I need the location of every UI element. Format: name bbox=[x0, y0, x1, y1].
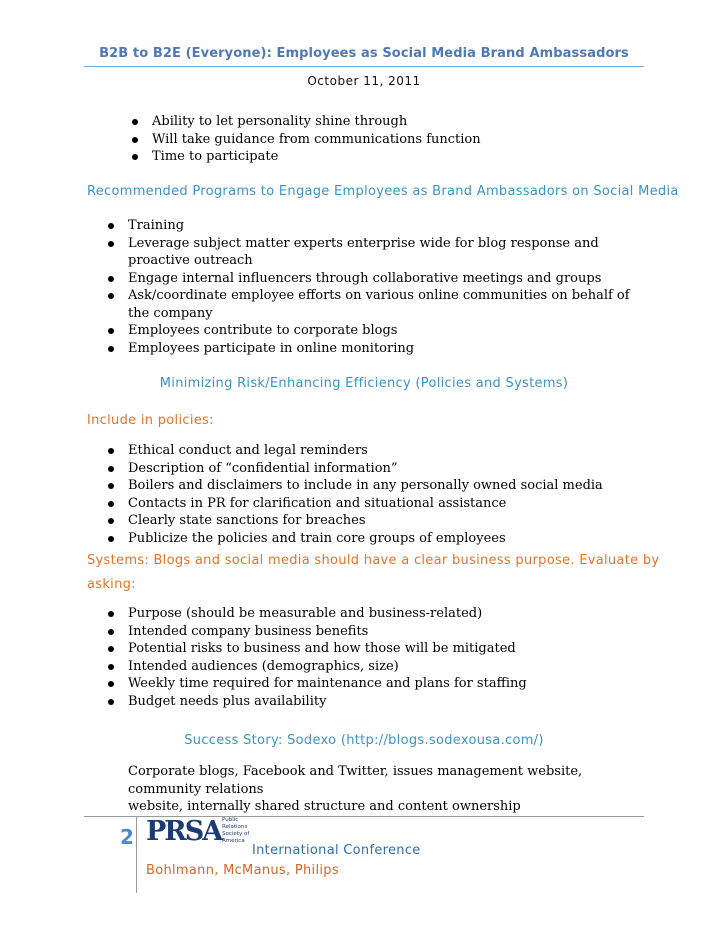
header-title: B2B to B2E (Everyone): Employees as Social Media Brand Ambassadors bbox=[99, 46, 629, 61]
page-number: 2 bbox=[120, 825, 134, 849]
list-item: Ask/coordinate employee efforts on various online communities on behalf of the company bbox=[104, 287, 644, 322]
success-heading: Success Story: Sodexo (http://blogs.sodexousa.com/) bbox=[184, 733, 544, 748]
bullet-icon bbox=[108, 328, 114, 334]
list-item: Intended company business benefits bbox=[104, 623, 644, 641]
bullet-icon bbox=[108, 483, 114, 489]
list-item: Employees participate in online monitoring bbox=[104, 340, 644, 358]
bullet-icon bbox=[108, 241, 114, 247]
list-item: Ethical conduct and legal reminders bbox=[104, 442, 644, 460]
bullet-icon bbox=[108, 681, 114, 687]
list-item: Ability to let personality shine through bbox=[128, 113, 648, 131]
systems-bullet-list bbox=[104, 605, 644, 710]
list-item: Leverage subject matter experts enterprise wide for blog response and proactive outreach bbox=[104, 235, 644, 270]
list-item: Training bbox=[104, 217, 644, 235]
list-item: Budget needs plus availability bbox=[104, 693, 644, 711]
policies-heading: Include in policies: bbox=[87, 413, 214, 428]
list-item: Publicize the policies and train core groups of employees bbox=[104, 530, 644, 548]
programs-bullet-list bbox=[104, 217, 644, 357]
list-item: Purpose (should be measurable and business-related) bbox=[104, 605, 644, 623]
header-date: October 11, 2011 bbox=[307, 74, 421, 88]
bullet-icon bbox=[108, 276, 114, 282]
conference-name: International Conference bbox=[252, 843, 421, 858]
list-item: Will take guidance from communications function bbox=[128, 131, 648, 149]
programs-heading: Recommended Programs to Engage Employees as Brand Ambassadors on Social Media bbox=[87, 184, 679, 199]
bullet-icon bbox=[108, 293, 114, 299]
bullet-icon bbox=[108, 699, 114, 705]
list-item: Description of “confidential information” bbox=[104, 460, 644, 478]
bullet-icon bbox=[108, 346, 114, 352]
bullet-icon bbox=[108, 518, 114, 524]
list-item: Employees contribute to corporate blogs bbox=[104, 322, 644, 340]
bullet-icon bbox=[108, 466, 114, 472]
header-divider bbox=[84, 66, 644, 67]
systems-heading: Systems: Blogs and social media should have a clear business purpose. Evaluate by asking: bbox=[87, 553, 660, 592]
bullet-icon bbox=[108, 611, 114, 617]
bullet-icon bbox=[132, 154, 138, 160]
bullet-icon bbox=[108, 223, 114, 229]
success-body: Corporate blogs, Facebook and Twitter, issues management website, community relations website, internally shared structure and content ownership bbox=[128, 764, 583, 814]
authors: Bohlmann, McManus, Philips bbox=[146, 863, 339, 878]
list-item: Intended audiences (demographics, size) bbox=[104, 658, 644, 676]
bullet-icon bbox=[132, 119, 138, 125]
bullet-icon bbox=[108, 646, 114, 652]
list-item: Boilers and disclaimers to include in any personally owned social media bbox=[104, 477, 644, 495]
risk-heading: Minimizing Risk/Enhancing Efficiency (Policies and Systems) bbox=[159, 376, 569, 391]
bullet-icon bbox=[108, 629, 114, 635]
list-item: Contacts in PR for clarification and situational assistance bbox=[104, 495, 644, 513]
prsa-logo: PRSA Public Relations Society of America bbox=[146, 816, 250, 847]
bullet-icon bbox=[108, 664, 114, 670]
bullet-icon bbox=[132, 137, 138, 143]
list-item: Potential risks to business and how those will be mitigated bbox=[104, 640, 644, 658]
bullet-icon bbox=[108, 501, 114, 507]
policies-bullet-list bbox=[104, 442, 644, 547]
bullet-icon bbox=[108, 536, 114, 542]
bullet-icon bbox=[108, 448, 114, 454]
footer-vertical-divider bbox=[136, 817, 137, 893]
intro-bullet-list bbox=[128, 113, 648, 166]
list-item: Engage internal influencers through collaborative meetings and groups bbox=[104, 270, 644, 288]
prsa-logo-subtext: Public Relations Society of America bbox=[222, 817, 250, 844]
list-item: Time to participate bbox=[128, 148, 648, 166]
list-item: Clearly state sanctions for breaches bbox=[104, 512, 644, 530]
list-item: Weekly time required for maintenance and plans for staffing bbox=[104, 675, 644, 693]
